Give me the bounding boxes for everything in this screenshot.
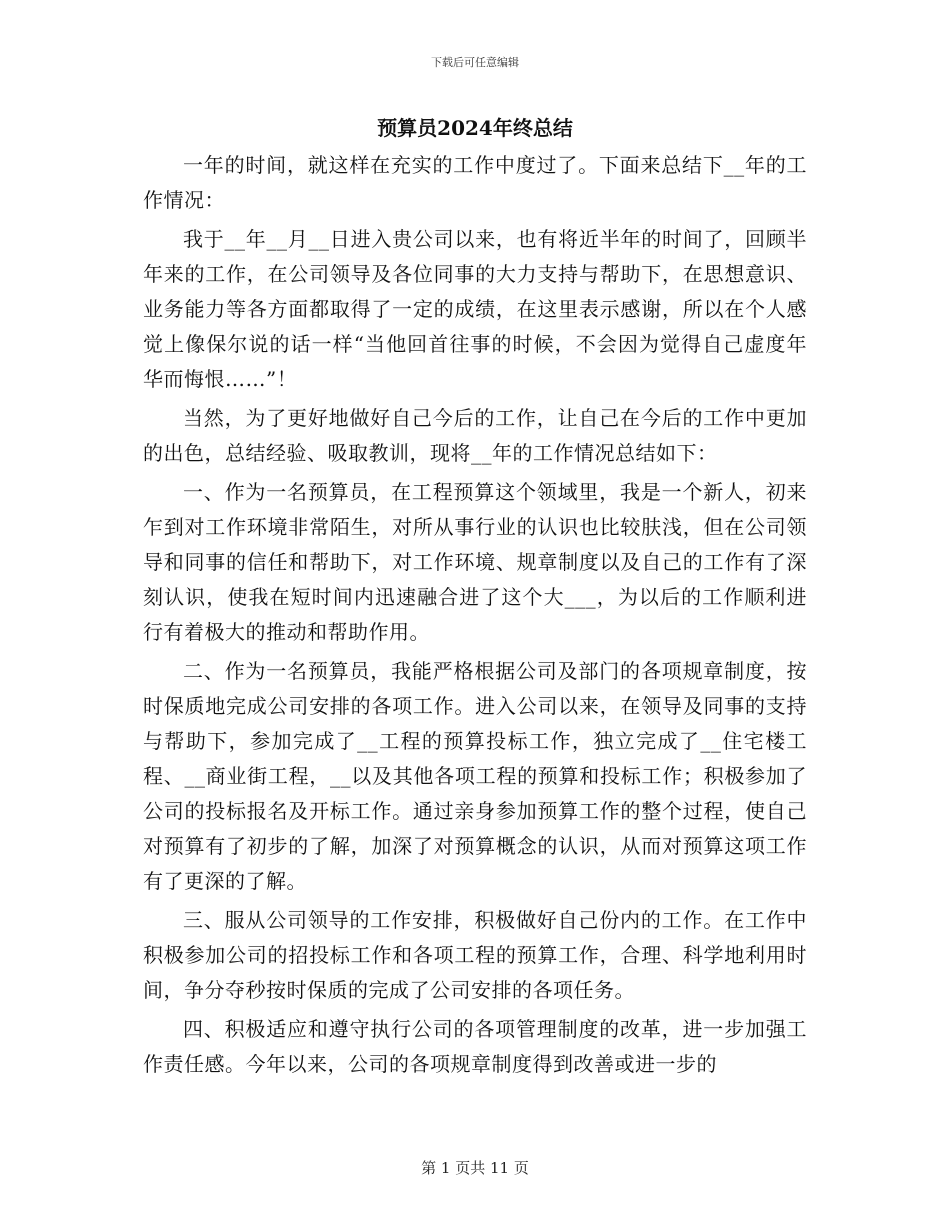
paragraph-summary-lead: 当然，为了更好地做好自己今后的工作，让自己在今后的工作中更加的出色，总结经验、吸取教训，现将__年的工作情况总结如下： (143, 406, 807, 465)
page-footer-number: 第 1 页共 11 页 (421, 1159, 529, 1177)
paragraph-point-1: 一、作为一名预算员，在工程预算这个领域里，我是一个新人，初来乍到对工作环境非常陌生，对所从事行业的认识也比较肤浅，但在公司领导和同事的信任和帮助下，对工作环境、规章制度以及自己的工作有了深刻认识，使我在短时间内迅速融合进了这个大___，为以后的工作顺利进行有着极大的推动和帮助作用。 (143, 480, 807, 644)
paragraph-point-4: 四、积极适应和遵守执行公司的各项管理制度的改革，进一步加强工作责任感。今年以来，公司的各项规章制度得到改善或进一步的 (143, 1017, 807, 1076)
paragraph-intro: 一年的时间，就这样在充实的工作中度过了。下面来总结下__年的工作情况： (143, 153, 807, 212)
page-header-note: 下载后可任意编辑 (431, 56, 519, 69)
paragraph-point-2: 二、作为一名预算员，我能严格根据公司及部门的各项规章制度，按时保质地完成公司安排的各项工作。进入公司以来，在领导及同事的支持与帮助下，参加完成了__工程的预算投标工作，独立完成了__住宅楼工程、__商业街工程，__以及其他各项工程的预算和投标工作；积极参加了公司的投标报名及开标工作。通过亲身参加预算工作的整个过程，使自己对预算有了初步的了解，加深了对预算概念的认识，从而对预算这项工作有了更深的了解。 (143, 659, 807, 893)
paragraph-point-3: 三、服从公司领导的工作安排，积极做好自己份内的工作。在工作中积极参加公司的招投标工作和各项工程的预算工作，合理、科学地利用时间，争分夺秒按时保质的完成了公司安排的各项任务。 (143, 908, 807, 1002)
document-title: 预算员2024年终总结 (377, 116, 573, 140)
paragraph-joining: 我于__年__月__日进入贵公司以来，也有将近半年的时间了，回顾半年来的工作，在公司领导及各位同事的大力支持与帮助下，在思想意识、业务能力等各方面都取得了一定的成绩，在这里表示感谢，所以在个人感觉上像保尔说的话一样“当他回首往事的时候，不会因为觉得自己虚度年华而悔恨……”！ (143, 227, 807, 391)
document-body (143, 148, 807, 1086)
